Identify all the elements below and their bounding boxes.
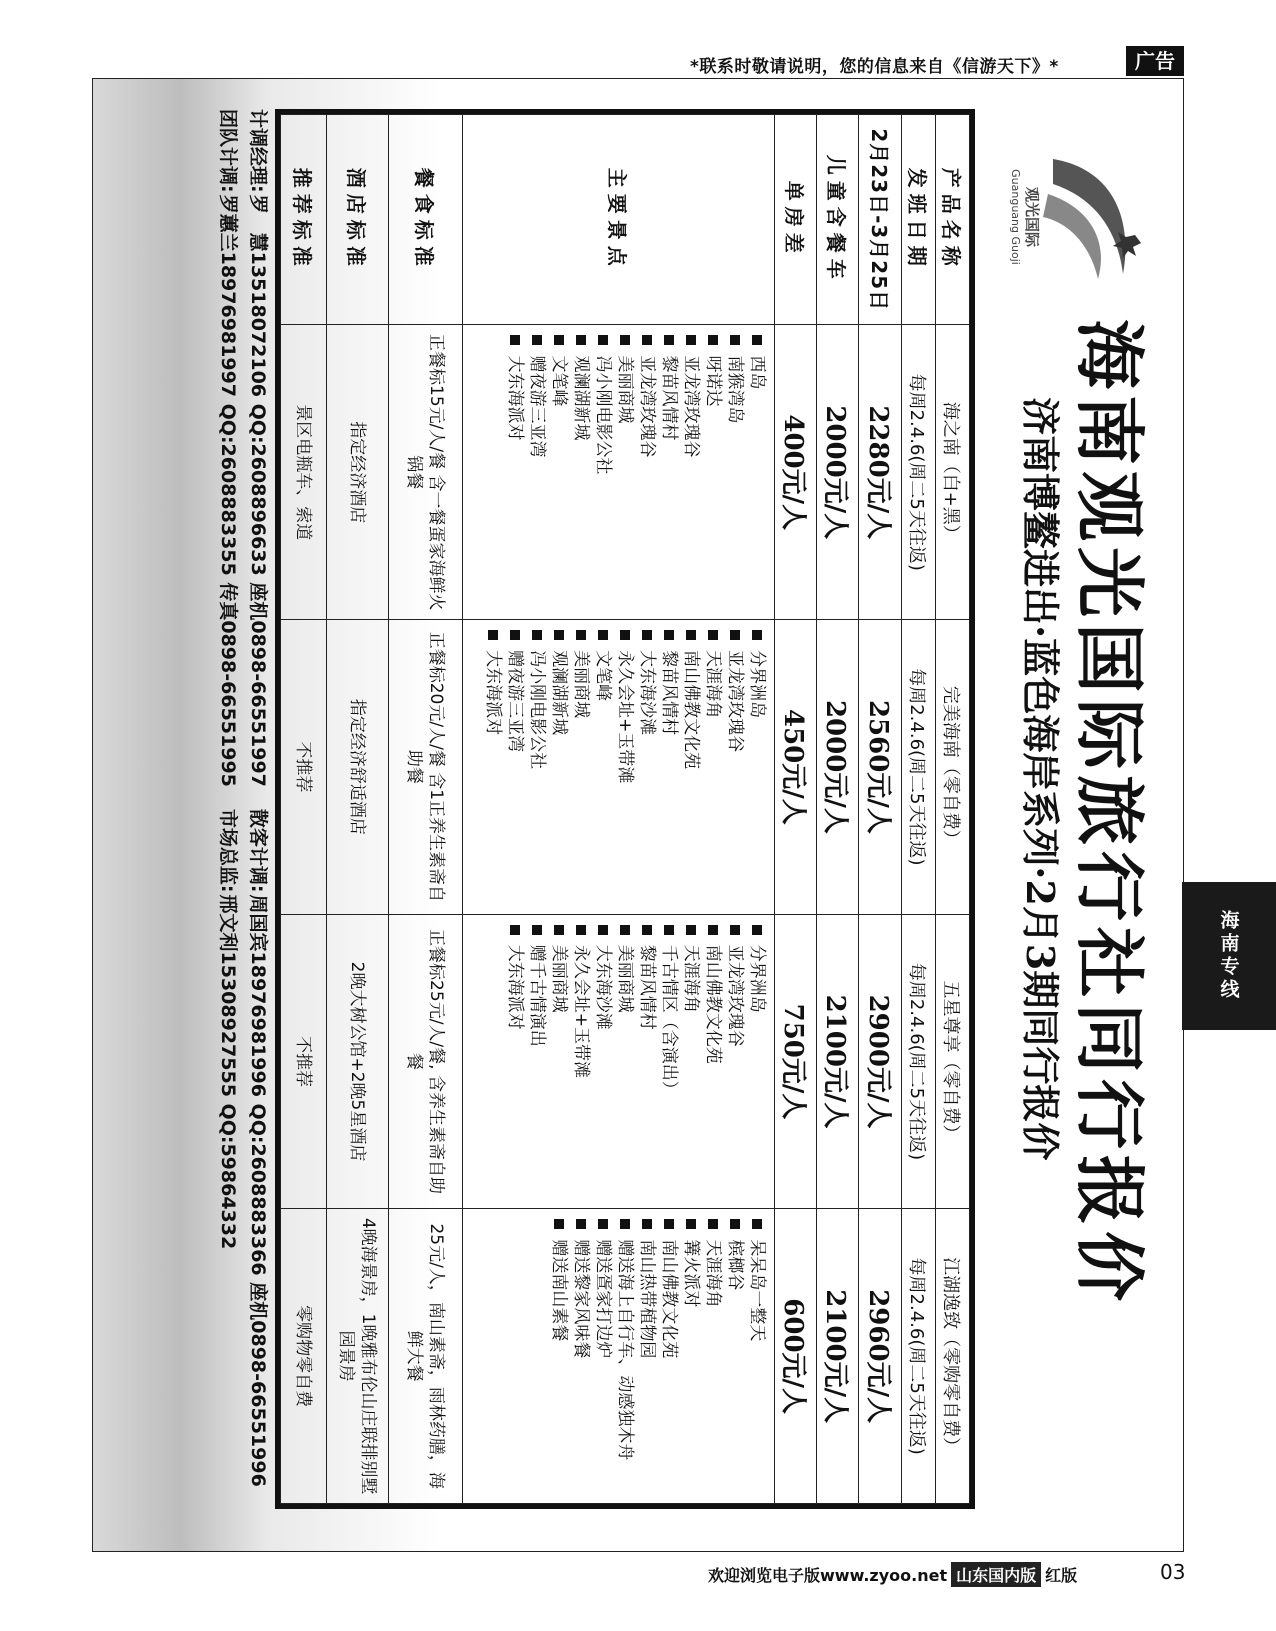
spot-item: 永久会址+玉带滩: [570, 925, 592, 1203]
header-note: *联系时敬请说明，您的信息来自《信游天下》*: [690, 57, 1059, 77]
poster-rotated: [93, 79, 1183, 1552]
logo-en: Guanguang Guoji: [1009, 169, 1022, 265]
hotel-cell: 2晚大树公馆+2晚5星酒店: [327, 914, 389, 1209]
spot-item: 天涯海角: [702, 1219, 724, 1497]
logo-cn: 观光国际: [1023, 186, 1041, 247]
contact-row: [213, 109, 243, 1509]
spot-item: 冯小刚电影公社: [592, 335, 614, 613]
contact-key: 散客计调:: [247, 808, 269, 893]
spots-cell: [463, 914, 775, 1209]
child-price: 2000元/人: [817, 620, 859, 915]
single-supplement: 600元/人: [775, 1209, 817, 1504]
spots-list: [544, 1215, 772, 1497]
recommend-cell: 不推荐: [281, 620, 327, 915]
product-name: 完美海南（零自费）: [935, 620, 969, 915]
spot-item: 南山热带植物园: [636, 1219, 658, 1497]
table-row: [389, 115, 463, 1504]
table-row: [281, 115, 327, 1504]
spot-item: 美丽商城: [570, 630, 592, 908]
recommend-cell: 景区电瓶车、索道: [281, 325, 327, 620]
product-name: 江湖逸致（零购零自费）: [935, 1209, 969, 1504]
logo-text: [1009, 157, 1043, 277]
child-price: 2100元/人: [817, 1209, 859, 1504]
departure-cell: 每周2.4.6(周二5天往返): [901, 325, 935, 620]
spots-list: [500, 331, 772, 613]
contact-value: 罗蕙兰18976981997 QQ:2608883355 传真0898-66551995: [217, 194, 239, 787]
main-title: 海南观光国际旅行社同行报价: [1068, 319, 1151, 1307]
label-child: 儿童含餐车: [817, 115, 859, 325]
spot-item: 南山佛教文化苑: [702, 925, 724, 1203]
single-supplement: 750元/人: [775, 914, 817, 1209]
adult-price: 2960元/人: [859, 1209, 901, 1504]
spot-item: 大东海派对: [504, 335, 526, 613]
spot-item: 呆呆岛一整天: [746, 1219, 768, 1497]
spot-item: 天涯海角: [680, 925, 702, 1203]
recommend-cell: 零购物零自费: [281, 1209, 327, 1504]
spot-item: 美丽商城: [614, 335, 636, 613]
footer-color-label: 红版: [1045, 1565, 1078, 1585]
spot-item: 分界洲岛: [746, 630, 768, 908]
sub-title: 济南博鳌进出·蓝色海岸系列·2月3期同行报价: [1018, 397, 1063, 1161]
spot-item: 黎苗风情村: [636, 925, 658, 1203]
price-table: [275, 109, 975, 1509]
contact-value: 周国宾18976981996 QQ:2608883366 座机0898-66551996: [247, 894, 269, 1487]
table-row: [327, 115, 389, 1504]
meals-cell: 正餐标15元/人/餐 含一餐蛋家海鲜火锅餐: [389, 325, 463, 620]
spot-item: 南猴湾岛: [724, 335, 746, 613]
spot-item: 美丽商城: [548, 925, 570, 1203]
spot-item: 西岛: [746, 335, 768, 613]
meals-cell: 正餐标25元/人/餐, 含养生素斋自助餐: [389, 914, 463, 1209]
side-tab-hainan: 海南专线: [1182, 882, 1276, 1030]
spot-item: 槟榔谷: [724, 1219, 746, 1497]
footer-strip: [708, 1562, 1077, 1586]
spot-item: 赠千古情演出: [526, 925, 548, 1203]
spot-item: 大东海沙滩: [636, 630, 658, 908]
spot-item: 赠送海上自行车、动感独木舟: [614, 1219, 636, 1497]
product-name: 海之南（白+黑）: [935, 325, 969, 620]
spot-item: 黎苗风情村: [658, 335, 680, 613]
footer-edition: 山东国内版: [951, 1562, 1041, 1587]
spot-item: 文笔峰: [592, 630, 614, 908]
spots-list: [478, 626, 772, 908]
ad-label: 广告: [1126, 46, 1184, 76]
spot-item: 亚龙湾玫瑰谷: [636, 335, 658, 613]
spot-item: 南山佛教文化苑: [658, 1219, 680, 1497]
spot-item: 大东海派对: [482, 630, 504, 908]
adult-price: 2560元/人: [859, 620, 901, 915]
table-row: [859, 115, 901, 1504]
contact-key: 计调经理:: [247, 109, 269, 193]
single-supplement: 450元/人: [775, 620, 817, 915]
spot-item: 美丽商城: [614, 925, 636, 1203]
adult-price: 2900元/人: [859, 914, 901, 1209]
spot-item: 分界洲岛: [746, 925, 768, 1203]
table-row: [817, 115, 859, 1504]
single-supplement: 400元/人: [775, 325, 817, 620]
spot-item: 天涯海角: [702, 630, 724, 908]
spot-item: 赠送黎家风味餐: [570, 1219, 592, 1497]
spots-list: [500, 921, 772, 1203]
spot-item: 亚龙湾玫瑰谷: [724, 630, 746, 908]
adult-price: 2280元/人: [859, 325, 901, 620]
label-departure: 发班日期: [901, 115, 935, 325]
departure-cell: 每周2.4.6(周二5天往返): [901, 1209, 935, 1504]
spot-item: 观澜湖新城: [570, 335, 592, 613]
spot-item: 大东海派对: [504, 925, 526, 1203]
contact-key: 团队计调:: [217, 109, 239, 193]
spot-item: 南山佛教文化苑: [680, 630, 702, 908]
spot-item: 黎苗风情村: [658, 630, 680, 908]
label-adult-period: 2月23日-3月25日: [859, 115, 901, 325]
contact-row: [243, 109, 273, 1509]
label-product: 产品名称: [935, 115, 969, 325]
spot-item: 文笔峰: [548, 335, 570, 613]
child-price: 2100元/人: [817, 914, 859, 1209]
spot-item: 赠送南山素餐: [548, 1219, 570, 1497]
spot-item: 赠夜游三亚湾: [504, 630, 526, 908]
child-price: 2000元/人: [817, 325, 859, 620]
recommend-cell: 不推荐: [281, 914, 327, 1209]
spot-item: 大东海沙滩: [592, 925, 614, 1203]
contact-value: 罗 慧13518072106 QQ:2608896633 座机0898-66551997: [247, 194, 269, 787]
spot-item: 呀诺达: [702, 335, 724, 613]
label-recommend: 推荐标准: [281, 115, 327, 325]
label-spots: 主要景点: [463, 115, 775, 325]
spot-item: 赠夜游三亚湾: [526, 335, 548, 613]
spot-item: 千古情区（含演出）: [658, 925, 680, 1203]
spot-item: 赠送疍家打边炉: [592, 1219, 614, 1497]
departure-cell: 每周2.4.6(周二5天往返): [901, 620, 935, 915]
spots-cell: [463, 325, 775, 620]
contacts: [213, 109, 273, 1509]
footer-prefix: 欢迎浏览电子版www.zyoo.net: [708, 1565, 948, 1585]
spot-item: 观澜湖新城: [548, 630, 570, 908]
table-row: [935, 115, 969, 1504]
contact-key: 市场总监:: [217, 808, 239, 893]
spot-item: 亚龙湾玫瑰谷: [724, 925, 746, 1203]
spots-cell: [463, 620, 775, 915]
spot-item: 永久会址+玉带滩: [614, 630, 636, 908]
poster-frame: [92, 78, 1184, 1552]
hotel-cell: 指定经济酒店: [327, 325, 389, 620]
contact-value: 邢文利15308927555 QQ:59864332: [217, 894, 239, 1250]
label-hotel: 酒店标准: [327, 115, 389, 325]
table-row: [775, 115, 817, 1504]
table-row: [901, 115, 935, 1504]
table-row: [463, 115, 775, 1504]
label-meals: 餐食标准: [389, 115, 463, 325]
hotel-cell: 4晚海景房，1晚雅布伦山庄联排别墅园景房: [327, 1209, 389, 1504]
spot-item: 篝火派对: [680, 1219, 702, 1497]
departure-cell: 每周2.4.6(周二5天往返): [901, 914, 935, 1209]
spot-item: 亚龙湾玫瑰谷: [680, 335, 702, 613]
meals-cell: 正餐标20元/人/餐 含1正养生素斋自助餐: [389, 620, 463, 915]
spot-item: 冯小刚电影公社: [526, 630, 548, 908]
label-single: 单房差: [775, 115, 817, 325]
hotel-cell: 指定经济舒适酒店: [327, 620, 389, 915]
product-name: 五星尊享（零自费）: [935, 914, 969, 1209]
meals-cell: 25元/人，南山素斋，雨林药膳，海鲜大餐: [389, 1209, 463, 1504]
page-number: 03: [1160, 1560, 1186, 1584]
spots-cell: [463, 1209, 775, 1504]
